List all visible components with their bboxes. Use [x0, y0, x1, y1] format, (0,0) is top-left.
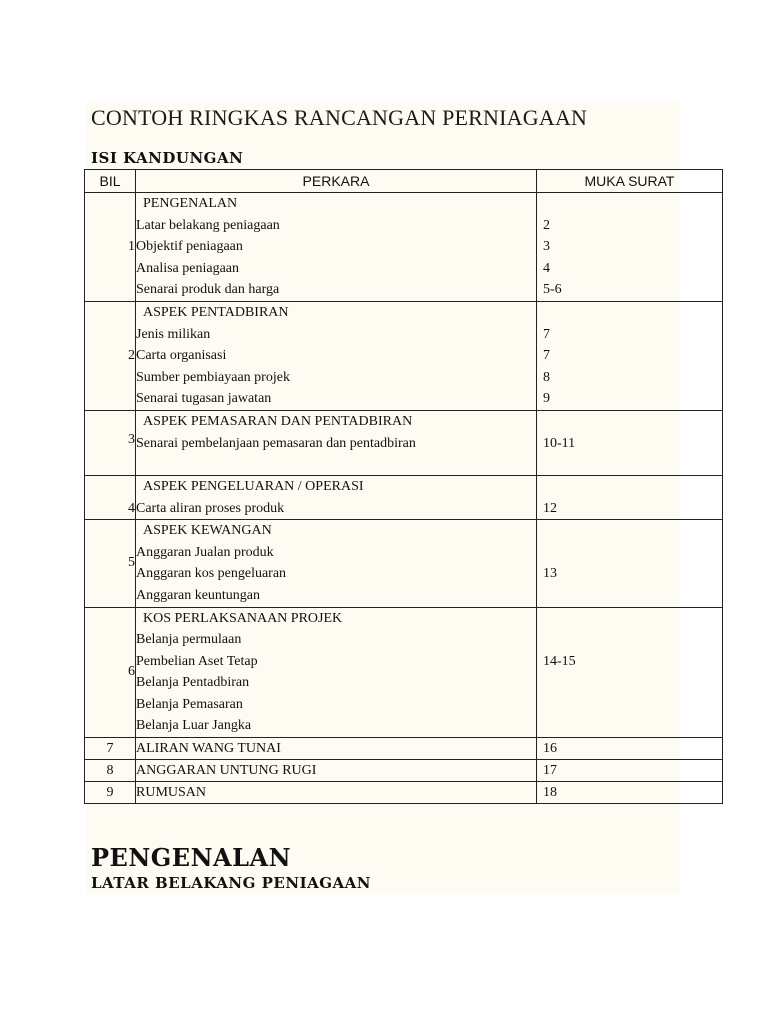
- row-page: [537, 301, 723, 410]
- row-number: 3: [85, 410, 136, 475]
- page-number: [537, 302, 722, 324]
- page-number: 12: [543, 500, 557, 516]
- row-topic: [136, 410, 537, 475]
- list-item: Latar belakang peniagaan: [136, 217, 280, 233]
- table-row: [85, 475, 723, 519]
- page-number: 7: [543, 348, 550, 364]
- row-number: 7: [85, 738, 136, 760]
- section-heading: ASPEK KEWANGAN: [143, 523, 272, 539]
- toc-heading: ISI KANDUNGAN: [91, 149, 244, 167]
- row-page: [537, 475, 723, 519]
- row-topic: [136, 301, 537, 410]
- list-item: Anggaran keuntungan: [136, 587, 261, 603]
- section-heading: ASPEK PEMASARAN DAN PENTADBIRAN: [143, 413, 413, 429]
- row-topic: ANGGARAN UNTUNG RUGI: [136, 760, 537, 782]
- row-number: 1: [85, 193, 136, 302]
- row-topic: [136, 520, 537, 607]
- list-item: Belanja Pentadbiran: [136, 675, 250, 691]
- row-number: 5: [85, 520, 136, 607]
- list-item: Pembelian Aset Tetap: [136, 653, 258, 669]
- list-item: Carta aliran proses produk: [136, 500, 285, 516]
- row-number-value: 4: [128, 500, 135, 516]
- list-item: Senarai tugasan jawatan: [136, 391, 272, 407]
- list-item: Belanja permulaan: [136, 632, 242, 648]
- list-item: Senarai pembelanjaan pemasaran dan pentadbiran: [136, 435, 416, 451]
- row-page: [537, 520, 723, 607]
- list-item: Senarai produk dan harga: [136, 282, 280, 298]
- page-number: 10-11: [543, 435, 576, 451]
- list-item: Belanja Pemasaran: [136, 696, 243, 712]
- table-row: [85, 193, 723, 302]
- page-number: 2: [543, 217, 550, 233]
- page-number: 4: [543, 260, 550, 276]
- section-subheading: LATAR BELAKANG PENIAGAAN: [91, 874, 372, 892]
- list-item: Carta organisasi: [136, 348, 227, 364]
- row-topic: [136, 193, 537, 302]
- list-item: Analisa peniagaan: [136, 260, 240, 276]
- row-number: 8: [85, 760, 136, 782]
- table-row: [85, 782, 723, 804]
- list-item: Jenis milikan: [136, 326, 211, 342]
- page-number: 16: [537, 738, 723, 760]
- page-number: 5-6: [543, 282, 562, 298]
- page-number: 17: [537, 760, 723, 782]
- page-number: 13: [543, 566, 557, 582]
- page-number: 14-15: [543, 653, 576, 669]
- list-item: Objektif peniagaan: [136, 239, 243, 255]
- row-topic: [136, 475, 537, 519]
- row-number: 2: [85, 301, 136, 410]
- row-page: [537, 607, 723, 738]
- page-number: 3: [543, 239, 550, 255]
- table-row: [85, 301, 723, 410]
- table-row: [85, 410, 723, 475]
- page-number: 7: [543, 326, 550, 342]
- header-bil: BIL: [85, 170, 136, 193]
- row-page: [537, 410, 723, 475]
- list-item: Anggaran kos pengeluaran: [136, 566, 287, 582]
- row-topic: ALIRAN WANG TUNAI: [136, 738, 537, 760]
- list-item: Anggaran Jualan produk: [136, 544, 274, 560]
- table-row: [85, 760, 723, 782]
- page-number: 18: [537, 782, 723, 804]
- header-perkara: PERKARA: [136, 170, 537, 193]
- page-number: 9: [543, 391, 550, 407]
- table-header-row: [85, 170, 723, 193]
- list-item: Belanja Luar Jangka: [136, 718, 252, 734]
- section-heading-pengenalan: PENGENALAN: [91, 843, 292, 872]
- toc-table: [84, 169, 723, 804]
- row-number: 6: [85, 607, 136, 738]
- section-heading: PENGENALAN: [143, 196, 238, 211]
- table-row: [85, 520, 723, 607]
- list-item: Sumber pembiayaan projek: [136, 369, 290, 385]
- row-number: 9: [85, 782, 136, 804]
- table-row: [85, 607, 723, 738]
- section-heading: ASPEK PENTADBIRAN: [143, 304, 289, 320]
- document-title: CONTOH RINGKAS RANCANGAN PERNIAGAAN: [91, 105, 588, 130]
- page-number: 8: [543, 369, 550, 385]
- row-topic: [136, 607, 537, 738]
- row-number: [85, 475, 136, 519]
- row-topic: RUMUSAN: [136, 782, 537, 804]
- header-muka-surat: MUKA SURAT: [537, 170, 723, 193]
- page-number: [537, 193, 722, 215]
- section-heading: ASPEK PENGELUARAN / OPERASI: [143, 478, 364, 494]
- row-page: [537, 193, 723, 302]
- section-heading: KOS PERLAKSANAAN PROJEK: [143, 610, 343, 626]
- table-row: [85, 738, 723, 760]
